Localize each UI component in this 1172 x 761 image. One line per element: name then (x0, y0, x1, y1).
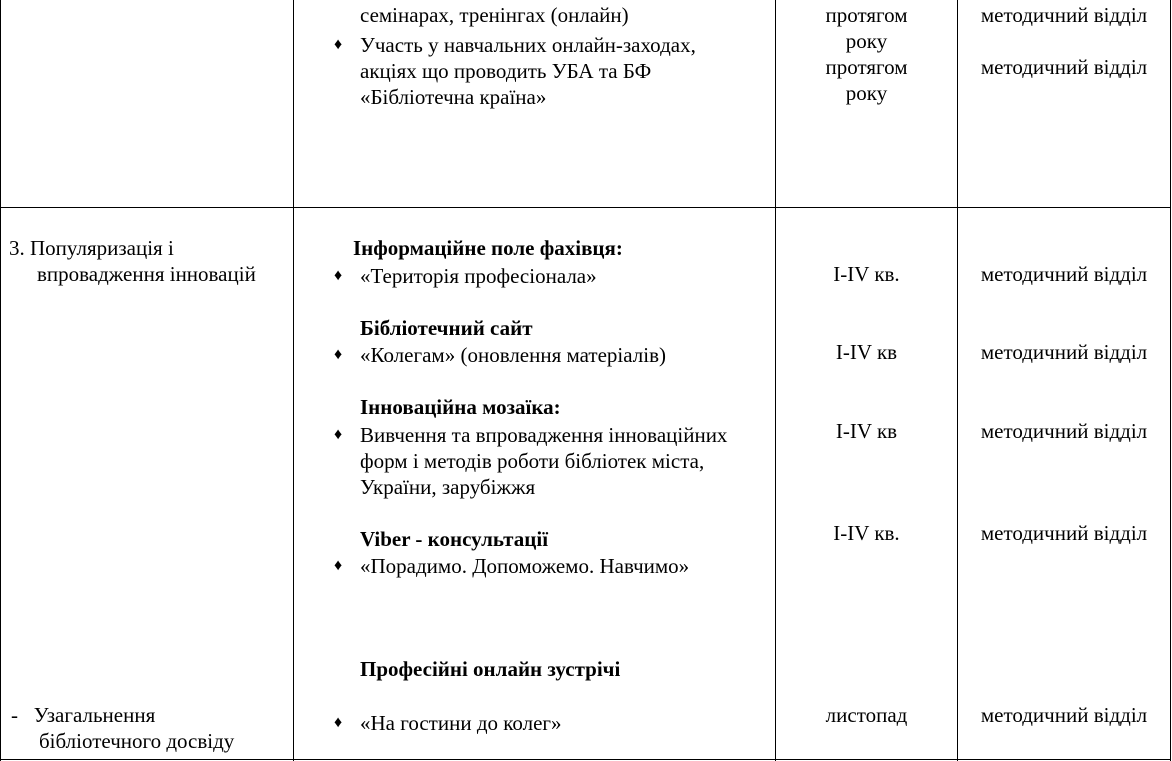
term-cell: протягом (825, 55, 908, 79)
section-heading: Viber - консультації (360, 527, 549, 551)
term-cell: листопад (825, 703, 908, 727)
activity-line: акціях що проводить УБА та БФ (360, 59, 652, 83)
responsible-cell: методичний відділ (980, 521, 1148, 545)
activity-line: «Територія професіонала» (360, 264, 597, 288)
table-border-right (1170, 0, 1171, 761)
responsible-cell: методичний відділ (980, 419, 1148, 443)
sub-direction-title: - Узагальнення (11, 703, 156, 727)
section-heading: Професійні онлайн зустрічі (360, 657, 621, 681)
table-border-bottom (0, 759, 1171, 760)
sub-direction-title: бібліотечного досвіду (39, 729, 235, 753)
activity-line: семінарах, тренінгах (онлайн) (360, 3, 629, 27)
responsible-cell: методичний відділ (980, 262, 1148, 286)
section-heading: Бібліотечний сайт (360, 316, 533, 340)
row-divider (0, 207, 1171, 208)
direction-title: 3. Популяризація і (9, 236, 174, 260)
term-cell: протягом (825, 3, 908, 27)
bullet-icon: ♦ (334, 426, 343, 443)
term-cell: I-IV кв (835, 340, 898, 364)
responsible-cell: методичний відділ (980, 703, 1148, 727)
activity-line: Участь у навчальних онлайн-заходах, (360, 33, 696, 57)
activity-line: «Колегам» (оновлення матеріалів) (360, 343, 666, 367)
bullet-icon: ♦ (334, 346, 343, 363)
section-heading: Інноваційна мозаїка: (360, 395, 561, 419)
responsible-cell: методичний відділ (980, 340, 1148, 364)
activity-line: «Бібліотечна країна» (360, 85, 547, 109)
column-divider-2 (775, 0, 776, 761)
term-cell: року (845, 29, 888, 53)
direction-title: впровадження інновацій (37, 262, 256, 286)
term-cell: року (845, 81, 888, 105)
term-cell: I-IV кв. (833, 262, 900, 286)
activity-line: «Порадимо. Допоможемо. Навчимо» (360, 554, 690, 578)
activity-line: форм і методів роботи бібліотек міста, (360, 449, 705, 473)
bullet-icon: ♦ (334, 36, 343, 53)
responsible-cell: методичний відділ (980, 55, 1148, 79)
activity-line: України, зарубіжжя (360, 475, 536, 499)
table-border-left (0, 0, 1, 761)
bullet-icon: ♦ (334, 267, 343, 284)
bullet-icon: ♦ (334, 557, 343, 574)
activity-line: Вивчення та впровадження інноваційних (360, 423, 728, 447)
column-divider-1 (293, 0, 294, 761)
term-cell: I-IV кв. (833, 521, 900, 545)
bullet-icon: ♦ (334, 714, 343, 731)
responsible-cell: методичний відділ (980, 3, 1148, 27)
section-heading: Інформаційне поле фахівця: (353, 236, 623, 260)
activity-line: «На гостини до колег» (360, 711, 562, 735)
column-divider-3 (957, 0, 958, 761)
term-cell: I-IV кв (835, 419, 898, 443)
